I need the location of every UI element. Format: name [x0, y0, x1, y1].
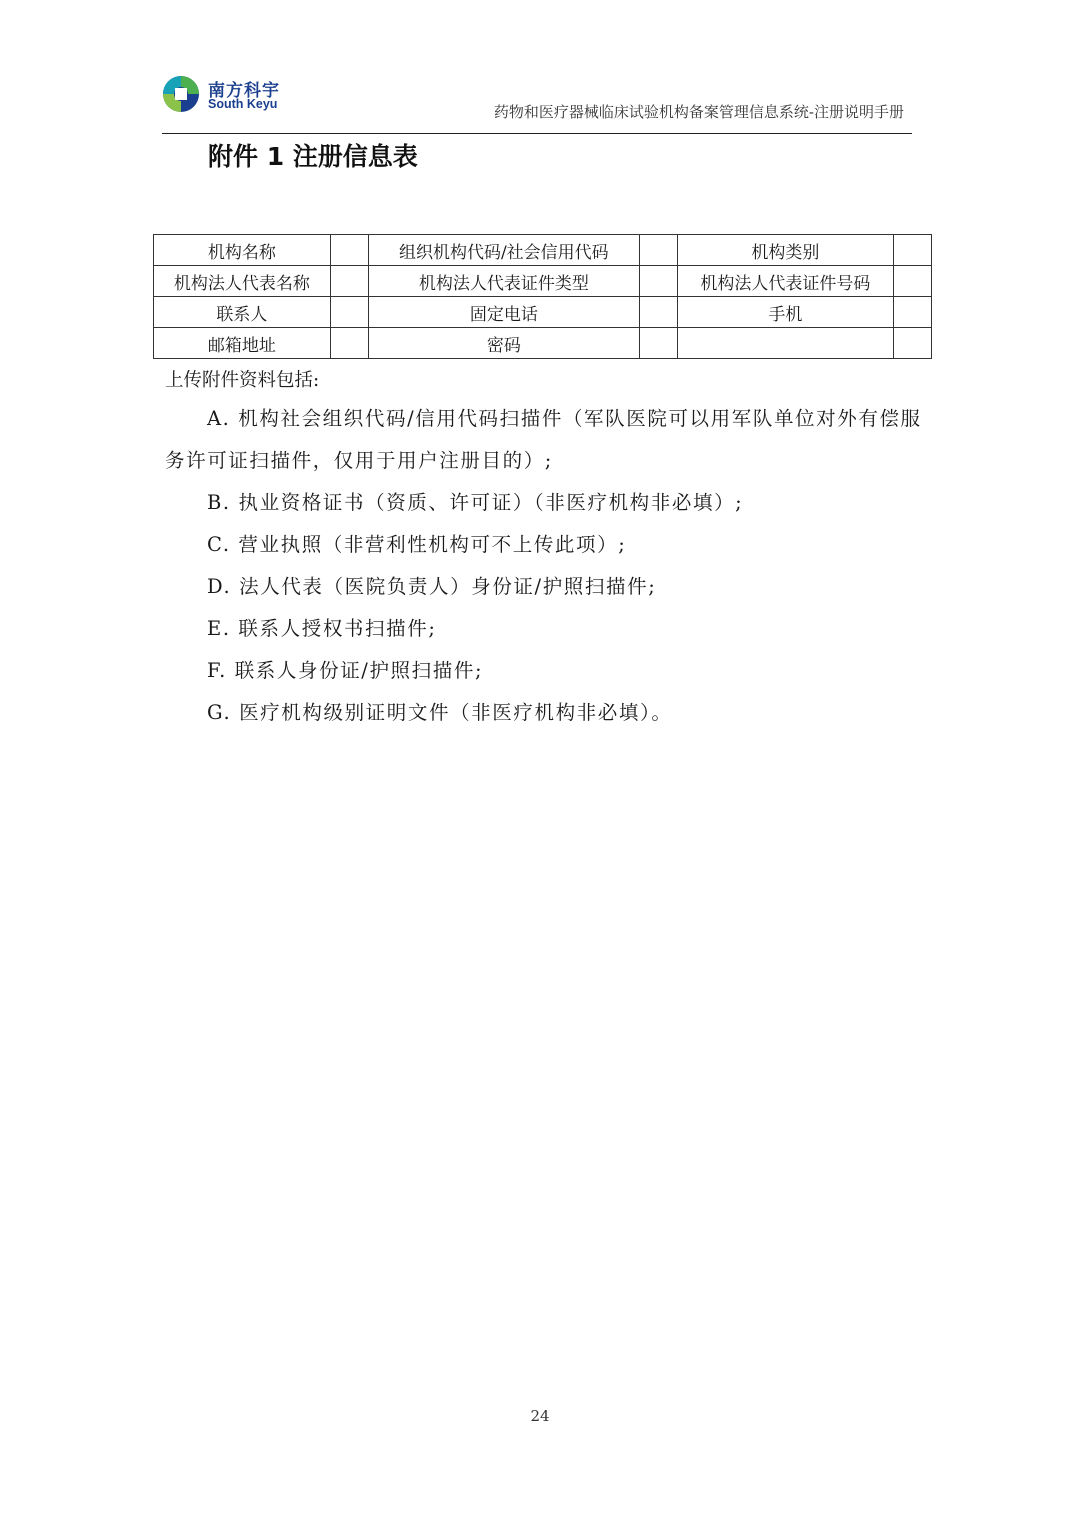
table-cell-label: 密码 [368, 328, 639, 359]
list-item: F. 联系人身份证/护照扫描件; [207, 659, 484, 682]
attachments-list [165, 398, 925, 734]
table-cell-label: 机构法人代表名称 [154, 266, 331, 297]
table-cell-value [893, 235, 931, 266]
list-item: G. 医疗机构级别证明文件（非医疗机构非必填）。 [207, 701, 673, 724]
table-cell-value [639, 266, 677, 297]
table-cell-label: 机构名称 [154, 235, 331, 266]
table-cell-value [330, 328, 368, 359]
list-item: B. 执业资格证书（资质、许可证）（非医疗机构非必填）; [207, 491, 744, 514]
table-row [154, 328, 932, 359]
attachment-title: 附件 1 注册信息表 [208, 142, 418, 171]
running-header-title: 药物和医疗器械临床试验机构备案管理信息系统-注册说明手册 [493, 103, 904, 121]
south-keyu-logo-icon [162, 75, 200, 113]
table-cell-label: 联系人 [154, 297, 331, 328]
table-row [154, 297, 932, 328]
table-cell-label: 组织机构代码/社会信用代码 [368, 235, 639, 266]
table-cell-label: 固定电话 [368, 297, 639, 328]
table-cell-label: 邮箱地址 [154, 328, 331, 359]
table-cell-value [330, 235, 368, 266]
logo-english-name: South Keyu [208, 97, 278, 111]
company-logo [162, 75, 362, 119]
table-cell-value [893, 266, 931, 297]
list-item: E. 联系人授权书扫描件; [207, 617, 437, 640]
table-cell-value [893, 328, 931, 359]
attachments-intro: 上传附件资料包括: [165, 370, 320, 391]
list-item: D. 法人代表（医院负责人）身份证/护照扫描件; [207, 575, 657, 598]
header-divider [162, 133, 912, 134]
table-row [154, 266, 932, 297]
table-cell-value [639, 297, 677, 328]
table-cell-value [639, 235, 677, 266]
table-cell-label: 手机 [677, 297, 893, 328]
table-cell-label: 机构法人代表证件号码 [677, 266, 893, 297]
table-cell-value [330, 266, 368, 297]
table-cell-value [639, 328, 677, 359]
table-cell-label: 机构法人代表证件类型 [368, 266, 639, 297]
page-number: 24 [530, 1407, 550, 1425]
list-item: C. 营业执照（非营利性机构可不上传此项）; [207, 533, 627, 556]
table-cell-value [893, 297, 931, 328]
table-cell-label: 机构类别 [677, 235, 893, 266]
logo-chinese-name: 南方科宇 [208, 81, 280, 101]
table-cell-value [330, 297, 368, 328]
list-item: A. 机构社会组织代码/信用代码扫描件（军队医院可以用军队单位对外有偿服务许可证扫描件，仅用于用户注册目的）; [165, 407, 922, 472]
table-cell-label [677, 328, 893, 359]
table-row [154, 235, 932, 266]
registration-info-table [153, 234, 932, 359]
